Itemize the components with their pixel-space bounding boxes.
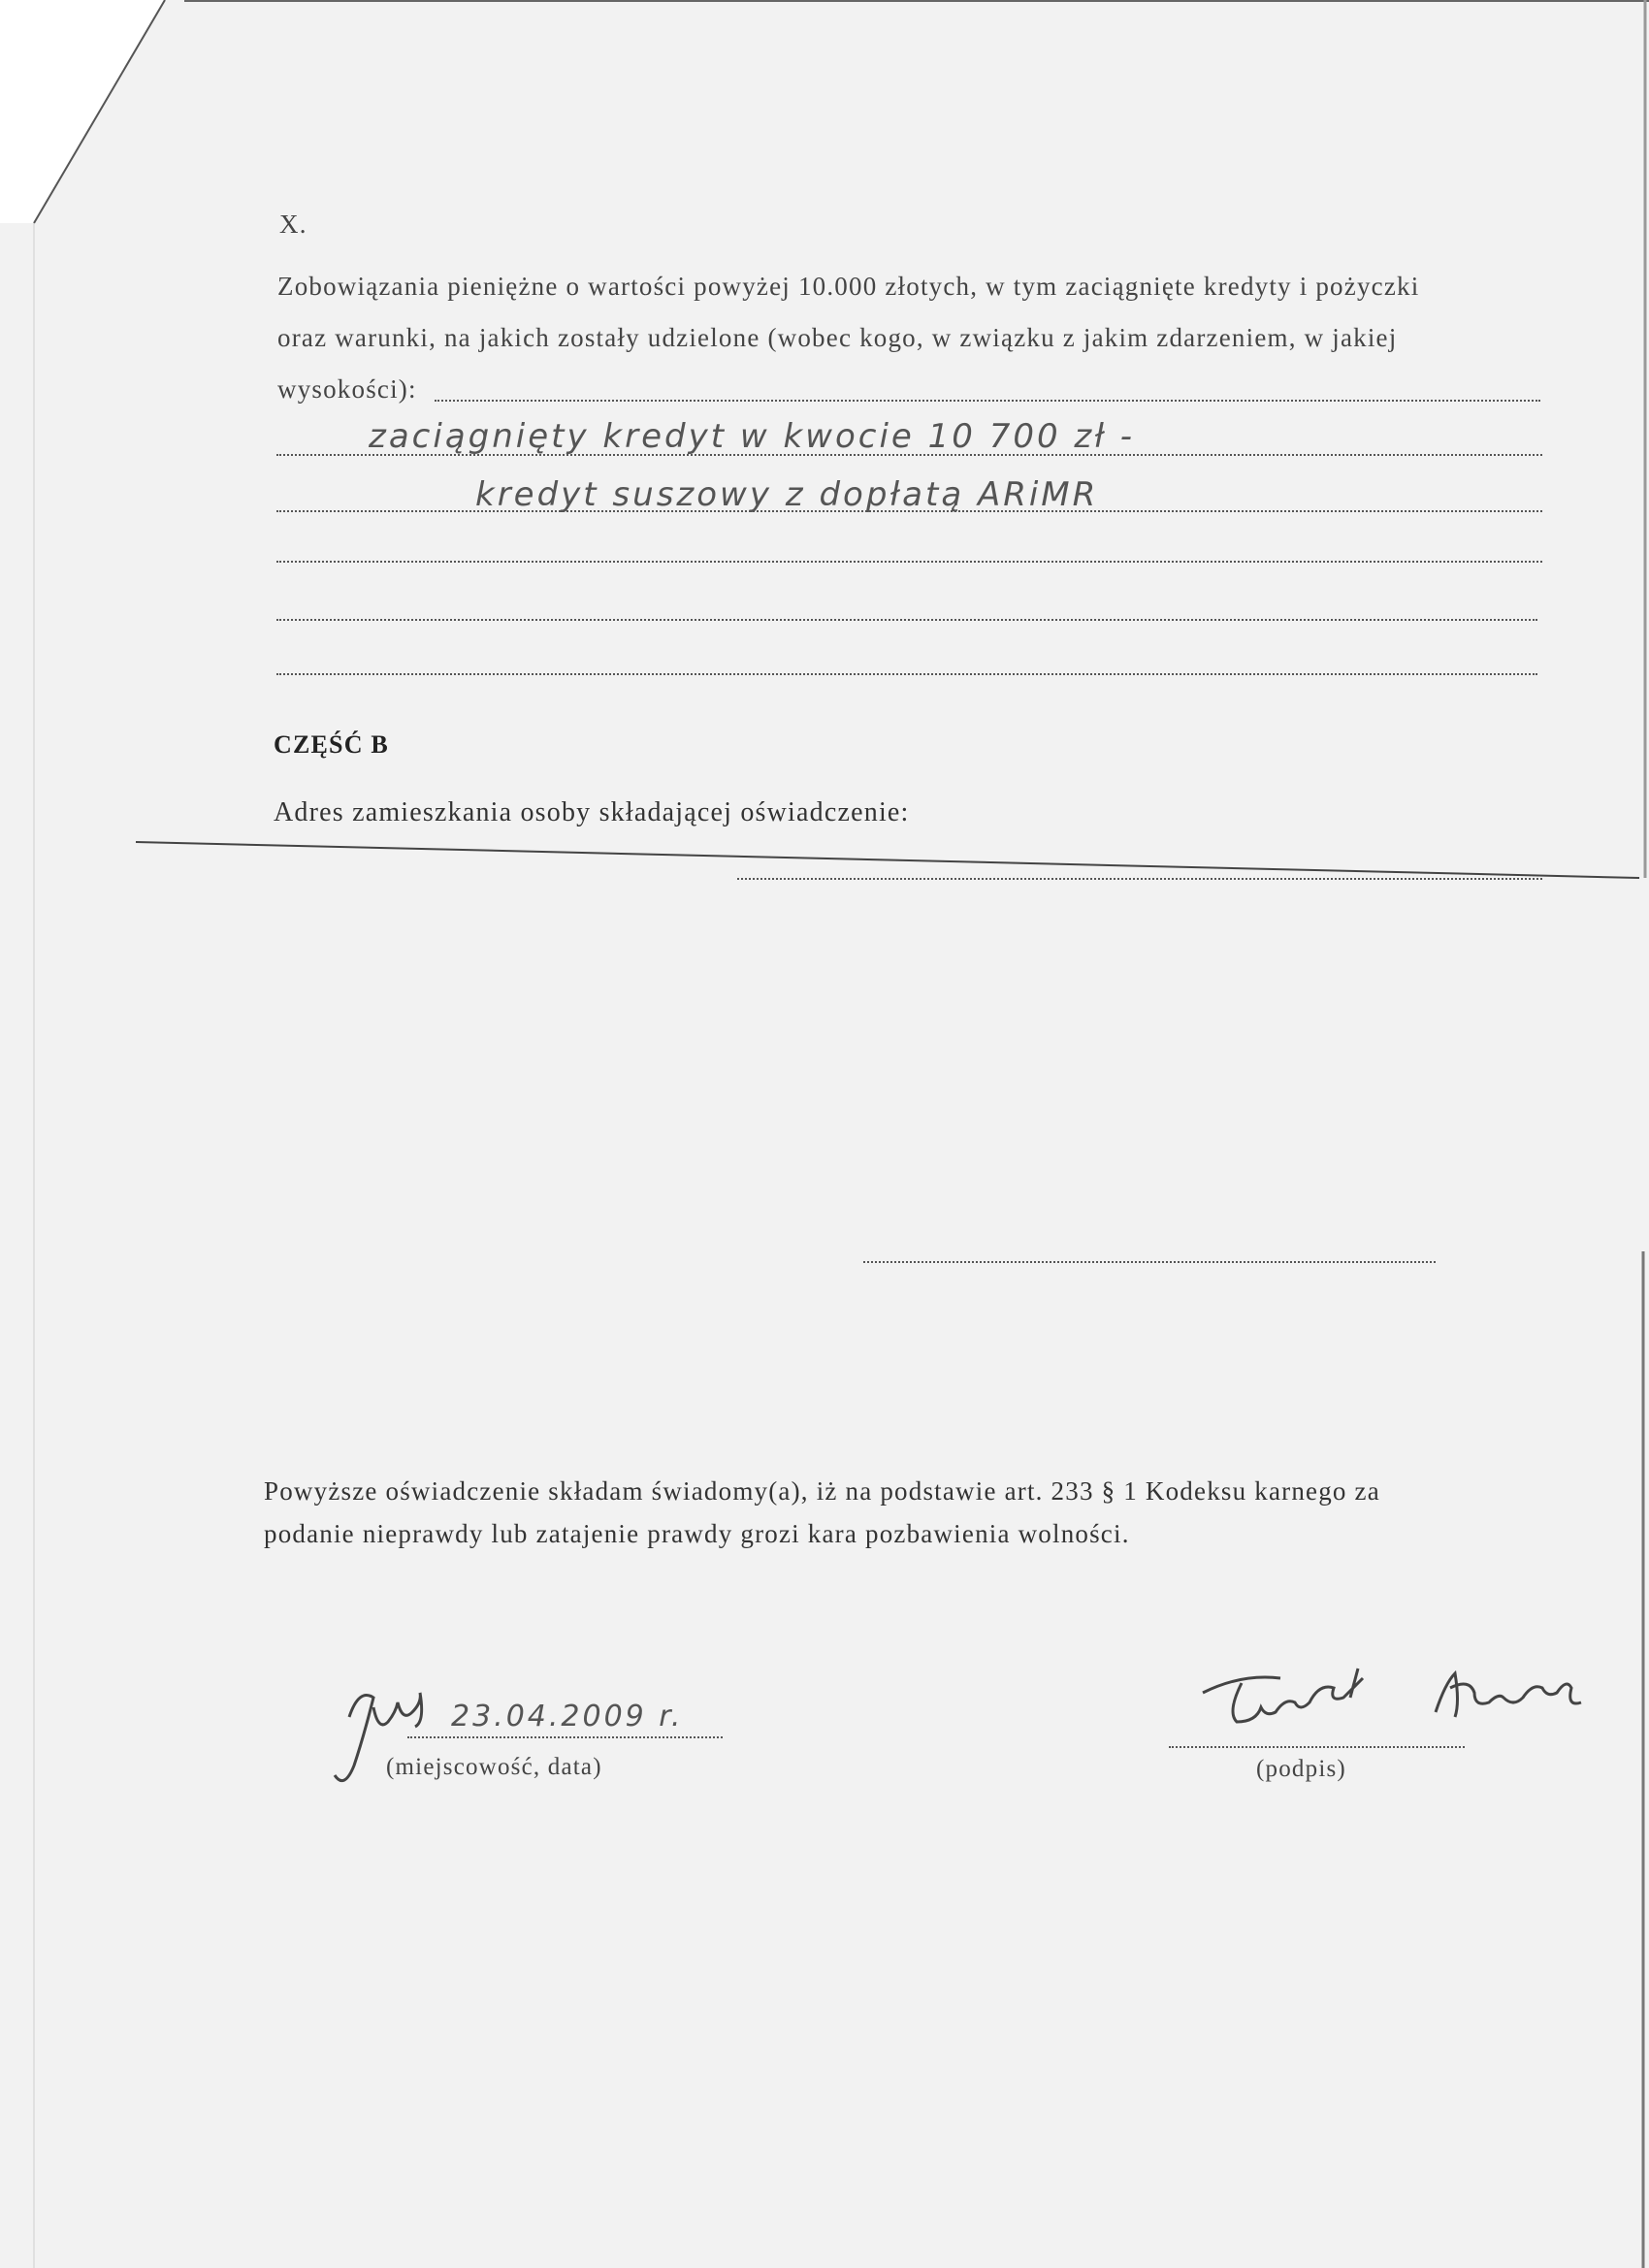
address-dotline — [737, 878, 1542, 880]
place-date-dotline — [407, 1736, 723, 1738]
answer-dotline-1 — [435, 400, 1540, 402]
section-heading-line2: oraz warunki, na jakich zostały udzielone (wobec kogo, w związku z jakim zdarzeniem, w jakiej — [277, 323, 1398, 352]
place-date-label: (miejscowość, data) — [386, 1754, 602, 1780]
section-heading-line3: wysokości): — [277, 374, 417, 404]
answer-dotline-5 — [276, 619, 1537, 621]
section-heading-line1: Zobowiązania pieniężne o wartości powyżej 10.000 złotych, w tym zaciągnięte kredyty i pożyczki — [277, 272, 1420, 301]
address-label: Adres zamieszkania osoby składającej oświadczenie: — [274, 797, 910, 827]
signature-label: (podpis) — [1256, 1756, 1346, 1782]
signature-left — [1203, 1669, 1363, 1722]
section-number: X. — [279, 210, 307, 239]
declaration-line1: Powyższe oświadczenie składam świadomy(a), iż na podstawie art. 233 § 1 Kodeksu karnego za — [264, 1476, 1380, 1506]
answer-dotline-6 — [276, 673, 1537, 675]
part-b-title: CZĘŚĆ B — [274, 730, 389, 759]
handwritten-answer-2: kredyt suszowy z dopłatą ARiMR — [475, 475, 1099, 514]
signature-dotline — [1169, 1746, 1465, 1748]
handwritten-date: 23.04.2009 r. — [451, 1700, 684, 1733]
signature-dotline-upper — [863, 1261, 1436, 1263]
signature-right — [1436, 1673, 1581, 1717]
handwritten-answer-1: zaciągnięty kredyt w kwocie 10 700 zł - — [369, 417, 1136, 456]
answer-dotline-4 — [276, 561, 1542, 563]
declaration-line2: podanie nieprawdy lub zatajenie prawdy grozi kara pozbawienia wolności. — [264, 1519, 1130, 1548]
